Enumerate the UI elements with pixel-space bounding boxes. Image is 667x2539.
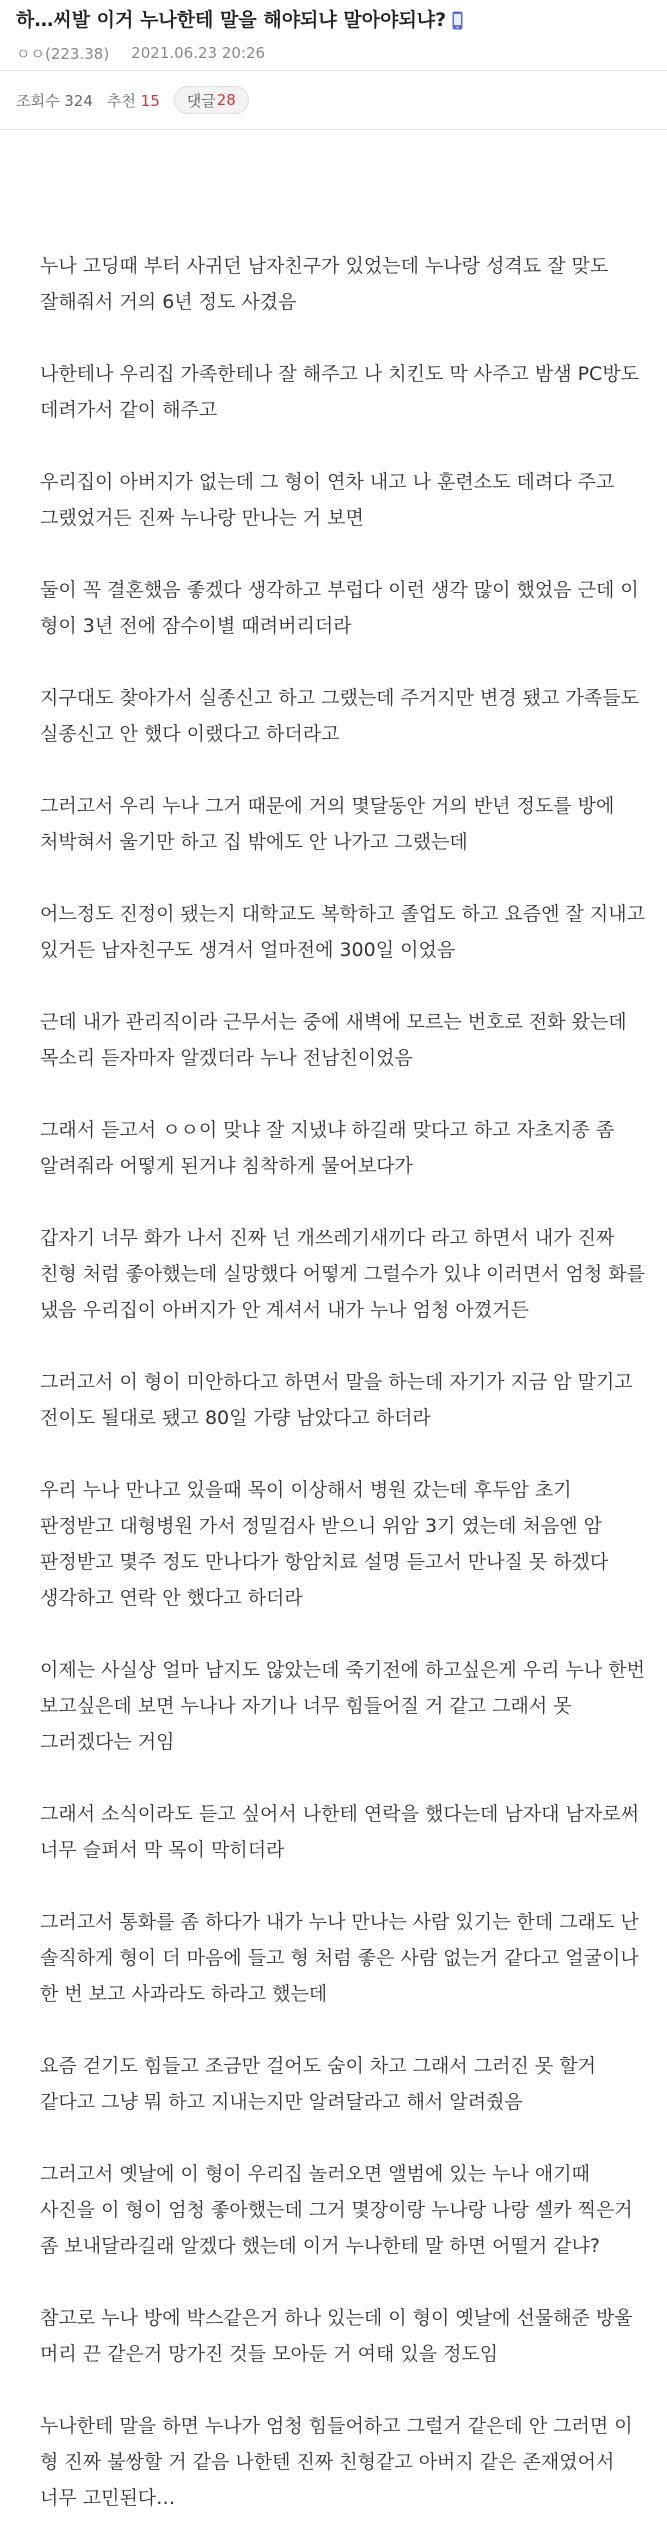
views-stat xyxy=(16,90,93,111)
body-paragraph: 갑자기 너무 화가 나서 진짜 넌 개쓰레기새끼다 라고 하면서 내가 진짜 친형 처럼 좋아했는데 실망했다 어떻게 그럴수가 있냐 이러면서 엄청 화를 냈음 우리집이 아버지가 안 계셔서 내가 누나 엄청 아꼈거든 xyxy=(40,1227,645,1321)
body-paragraph: 그래서 소식이라도 듣고 싶어서 나한테 연락을 했다는데 남자대 남자로써 너무 슬퍼서 막 목이 막히더라 xyxy=(40,1803,639,1861)
views-label: 조회수 xyxy=(16,91,60,110)
body-paragraph: 참고로 누나 방에 박스같은거 하나 있는데 이 형이 옛날에 선물해준 방울 머리 끈 같은거 망가진 것들 모아둔 거 여태 있을 정도임 xyxy=(40,2307,633,2365)
mobile-phone-icon xyxy=(452,11,463,30)
body-paragraph: 누나한테 말을 하면 누나가 엄청 힘들어하고 그럴거 같은데 안 그러면 이 형 진짜 불쌍할 거 같음 나한텐 진짜 친형같고 아버지 같은 존재였어서 너무 고민된다… xyxy=(40,2415,633,2509)
comments-label: 댓글 xyxy=(186,91,216,110)
body-paragraph: 둘이 꼭 결혼했음 좋겠다 생각하고 부럽다 이런 생각 많이 했었음 근데 이 형이 3년 전에 잠수이별 때려버리더라 xyxy=(40,579,639,637)
post-date: 2021.06.23 20:26 xyxy=(131,44,266,62)
body-paragraph: 나한테나 우리집 가족한테나 잘 해주고 나 치킨도 막 사주고 밤샘 PC방도 데려가서 같이 해주고 xyxy=(40,363,640,421)
body-paragraph: 근데 내가 관리직이라 근무서는 중에 새벽에 모르는 번호로 전화 왔는데 목소리 듣자마자 알겠더라 누나 전남친이었음 xyxy=(40,1011,627,1069)
body-paragraph: 우리집이 아버지가 없는데 그 형이 연차 내고 나 훈련소도 데려다 주고 그랬었거든 진짜 누나랑 만나는 거 보면 xyxy=(40,471,615,529)
views-count: 324 xyxy=(64,91,93,110)
body-paragraph: 누나 고딩때 부터 사귀던 남자친구가 있었는데 누나랑 성격됴 잘 맞도 잘해줘서 거의 6년 정도 사겼음 xyxy=(40,255,609,313)
recommend-count: 15 xyxy=(140,91,160,110)
body-paragraph: 이제는 사실상 얼마 남지도 않았는데 죽기전에 하고싶은게 우리 누나 한번 보고싶은데 보면 누나나 자기나 너무 힘들어질 거 같고 그래서 못 그러겠다는 거임 xyxy=(40,1659,645,1753)
body-paragraph: 우리 누나 만나고 있을때 목이 이상해서 병원 갔는데 후두암 초기 판정받고 대형병원 가서 정밀검사 받으니 위암 3기 였는데 처음엔 암 판정받고 몇주 정도 만나다가 항암치료 설명 듣고서 만나질 못 하겠다 생각하고 연락 안 했다고 하더라 xyxy=(40,1479,609,1609)
body-paragraph: 그러고서 우리 누나 그거 때문에 거의 몇달동안 거의 반년 정도를 방에 처박혀서 울기만 하고 집 밖에도 안 나가고 그랬는데 xyxy=(40,795,615,853)
author-name[interactable]: ㅇㅇ(223.38) xyxy=(16,44,110,63)
post-title-text: 하…씨발 이거 누나한테 말을 해야되냐 말아야되냐? xyxy=(16,9,447,31)
body-paragraph: 그래서 듣고서 ㅇㅇ이 맞냐 잘 지냈냐 하길래 맞다고 하고 자초지종 좀 알려줘라 어떻게 된거냐 침착하게 물어보다가 xyxy=(40,1119,615,1177)
post-body xyxy=(0,130,667,2516)
body-paragraph: 요즘 걷기도 힘들고 조금만 걸어도 숨이 차고 그래서 그러진 못 할거 같다고 그냥 뭐 하고 지내는지만 알려달라고 해서 알려줬음 xyxy=(40,2055,596,2113)
body-paragraph: 어느정도 진정이 됐는지 대학교도 복학하고 졸업도 하고 요즘엔 잘 지내고 있거든 남자친구도 생겨서 얼마전에 300일 이었음 xyxy=(40,903,645,961)
body-paragraph: 그러고서 옛날에 이 형이 우리집 놀러오면 앨범에 있는 누나 애기때 사진을 이 형이 엄청 좋아했는데 그거 몇장이랑 누나랑 나랑 셀카 찍은거 좀 보내달라길래 알겠다 했는데 이거 누나한테 말 하면 어떨거 같냐? xyxy=(40,2163,633,2257)
recommend-stat xyxy=(107,90,160,111)
body-paragraph: 그러고서 통화를 좀 하다가 내가 누나 만나는 사람 있기는 한데 그래도 난 솔직하게 형이 더 마음에 들고 형 처럼 좋은 사람 없는거 같다고 얼굴이나 한 번 보고 사과라도 하라고 했는데 xyxy=(40,1911,639,2005)
comments-count: 28 xyxy=(216,91,236,109)
post-header xyxy=(0,0,667,70)
post-stats xyxy=(0,71,667,129)
post-title xyxy=(16,0,651,36)
recommend-label: 추천 xyxy=(106,91,136,110)
post-meta xyxy=(16,36,651,70)
comments-button[interactable] xyxy=(174,86,249,114)
body-paragraph: 지구대도 찾아가서 실종신고 하고 그랬는데 주거지만 변경 됐고 가족들도 실종신고 안 했다 이랬다고 하더라고 xyxy=(40,687,639,745)
body-paragraph: 그러고서 이 형이 미안하다고 하면서 말을 하는데 자기가 지금 암 말기고 전이도 될대로 됐고 80일 가량 남았다고 하더라 xyxy=(40,1371,633,1429)
